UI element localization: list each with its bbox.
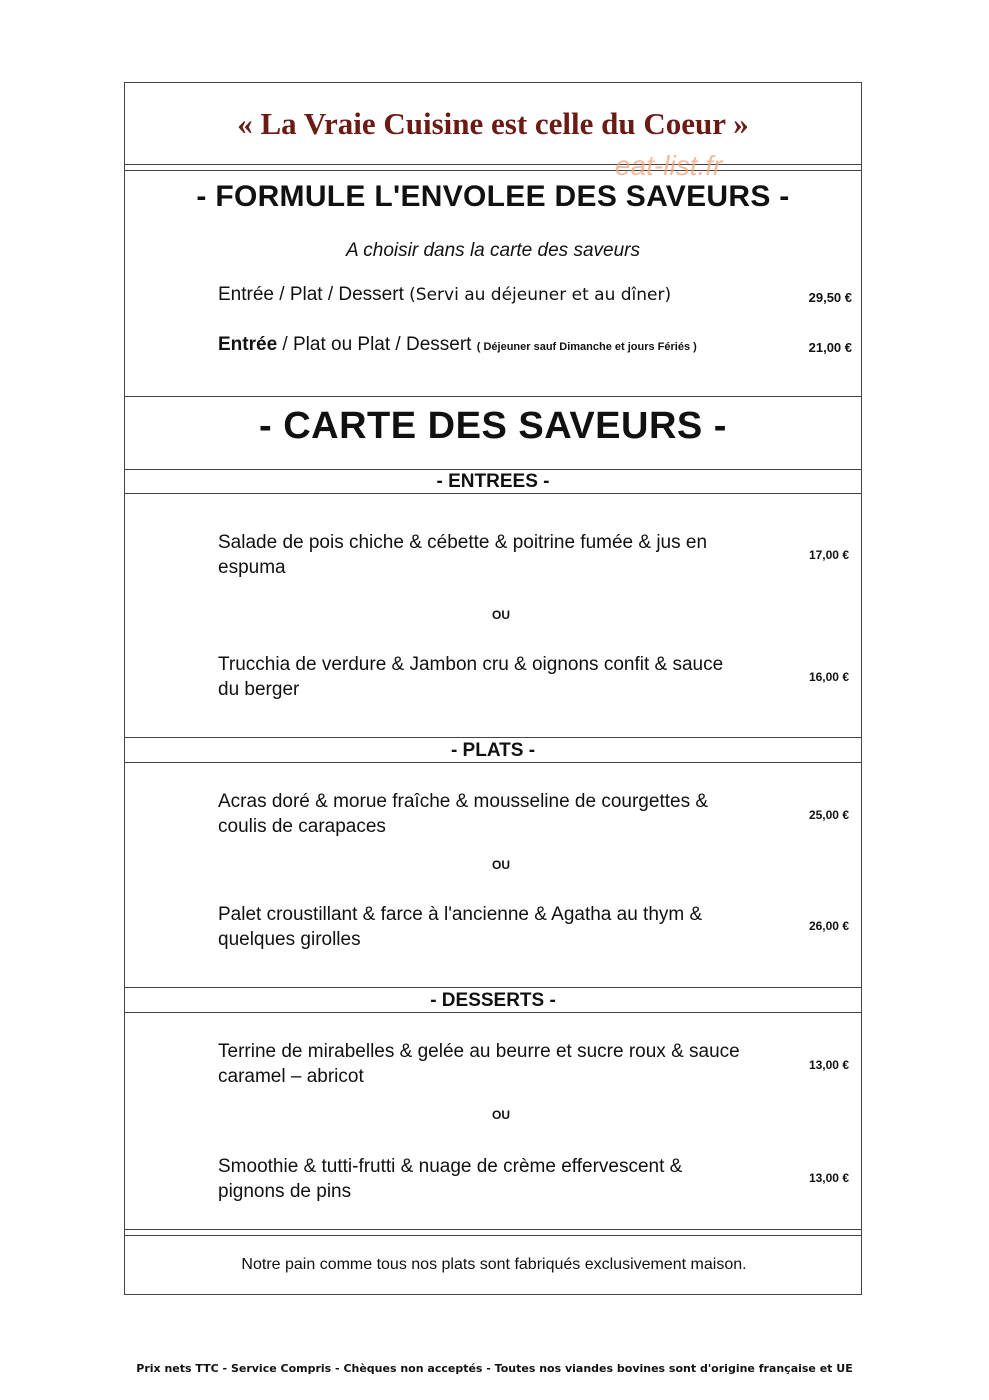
carte-title: - CARTE DES SAVEURS - <box>259 405 727 447</box>
section-heading-entrees: - ENTREES - <box>436 471 550 492</box>
dish-name: Smoothie & tutti-frutti & nuage de crème effervescent & pignons de pins <box>218 1156 683 1202</box>
formule-option-price: 29,50 € <box>808 290 852 305</box>
dish-price: 17,00 € <box>808 548 849 562</box>
legal-notice: Prix nets TTC - Service Compris - Chèques non acceptés - Toutes nos viandes bovines sont d'origine française et UE <box>136 1362 853 1375</box>
formule-option-label: Entrée / Plat / Dessert <box>218 284 410 305</box>
formule-subtitle: A choisir dans la carte des saveurs <box>346 240 640 261</box>
formule-option-note: (Servi au déjeuner et au dîner) <box>409 285 672 305</box>
section-heading-plats: - PLATS - <box>450 740 536 761</box>
divider <box>124 493 862 494</box>
dish-price: 25,00 € <box>808 808 849 822</box>
or-separator: OU <box>492 1108 510 1122</box>
watermark: eat-list.fr <box>615 150 723 181</box>
dish-price: 26,00 € <box>808 919 849 933</box>
house-made-note: Notre pain comme tous nos plats sont fabriqués exclusivement maison. <box>241 1256 747 1273</box>
dish-name: Trucchia de verdure & Jambon cru & oignons confit & sauce du berger <box>218 654 724 700</box>
dish-name: Salade de pois chiche & cébette & poitrine fumée & jus en espuma <box>218 532 708 578</box>
divider <box>124 1229 862 1230</box>
menu-title: « La Vraie Cuisine est celle du Coeur » <box>237 106 749 141</box>
divider <box>124 164 862 165</box>
formule-option-1 <box>218 284 671 306</box>
divider <box>124 469 862 470</box>
formule-option-label-bold: Entrée <box>218 334 278 355</box>
or-separator: OU <box>492 858 510 872</box>
divider <box>124 1012 862 1013</box>
dish-price: 16,00 € <box>808 670 849 684</box>
formule-option-label: / Plat ou Plat / Dessert <box>277 334 477 355</box>
formule-option-2 <box>218 334 697 356</box>
divider <box>124 396 862 397</box>
divider <box>124 762 862 763</box>
dish-price: 13,00 € <box>808 1058 849 1072</box>
dish-name: Palet croustillant & farce à l'ancienne & Agatha au thym & quelques girolles <box>218 904 703 950</box>
divider <box>124 1235 862 1236</box>
divider <box>124 737 862 738</box>
section-heading-desserts: - DESSERTS - <box>430 990 556 1011</box>
divider <box>124 170 862 171</box>
or-separator: OU <box>492 608 510 622</box>
formule-option-note: ( Déjeuner sauf Dimanche et jours Fériés ) <box>476 341 697 353</box>
formule-option-price: 21,00 € <box>808 340 852 355</box>
dish-price: 13,00 € <box>808 1171 849 1185</box>
formule-title: - FORMULE L'ENVOLEE DES SAVEURS - <box>196 180 790 213</box>
dish-name: Acras doré & morue fraîche & mousseline de courgettes & coulis de carapaces <box>218 791 709 837</box>
dish-name: Terrine de mirabelles & gelée au beurre et sucre roux & sauce caramel – abricot <box>218 1041 740 1087</box>
divider <box>124 987 862 988</box>
